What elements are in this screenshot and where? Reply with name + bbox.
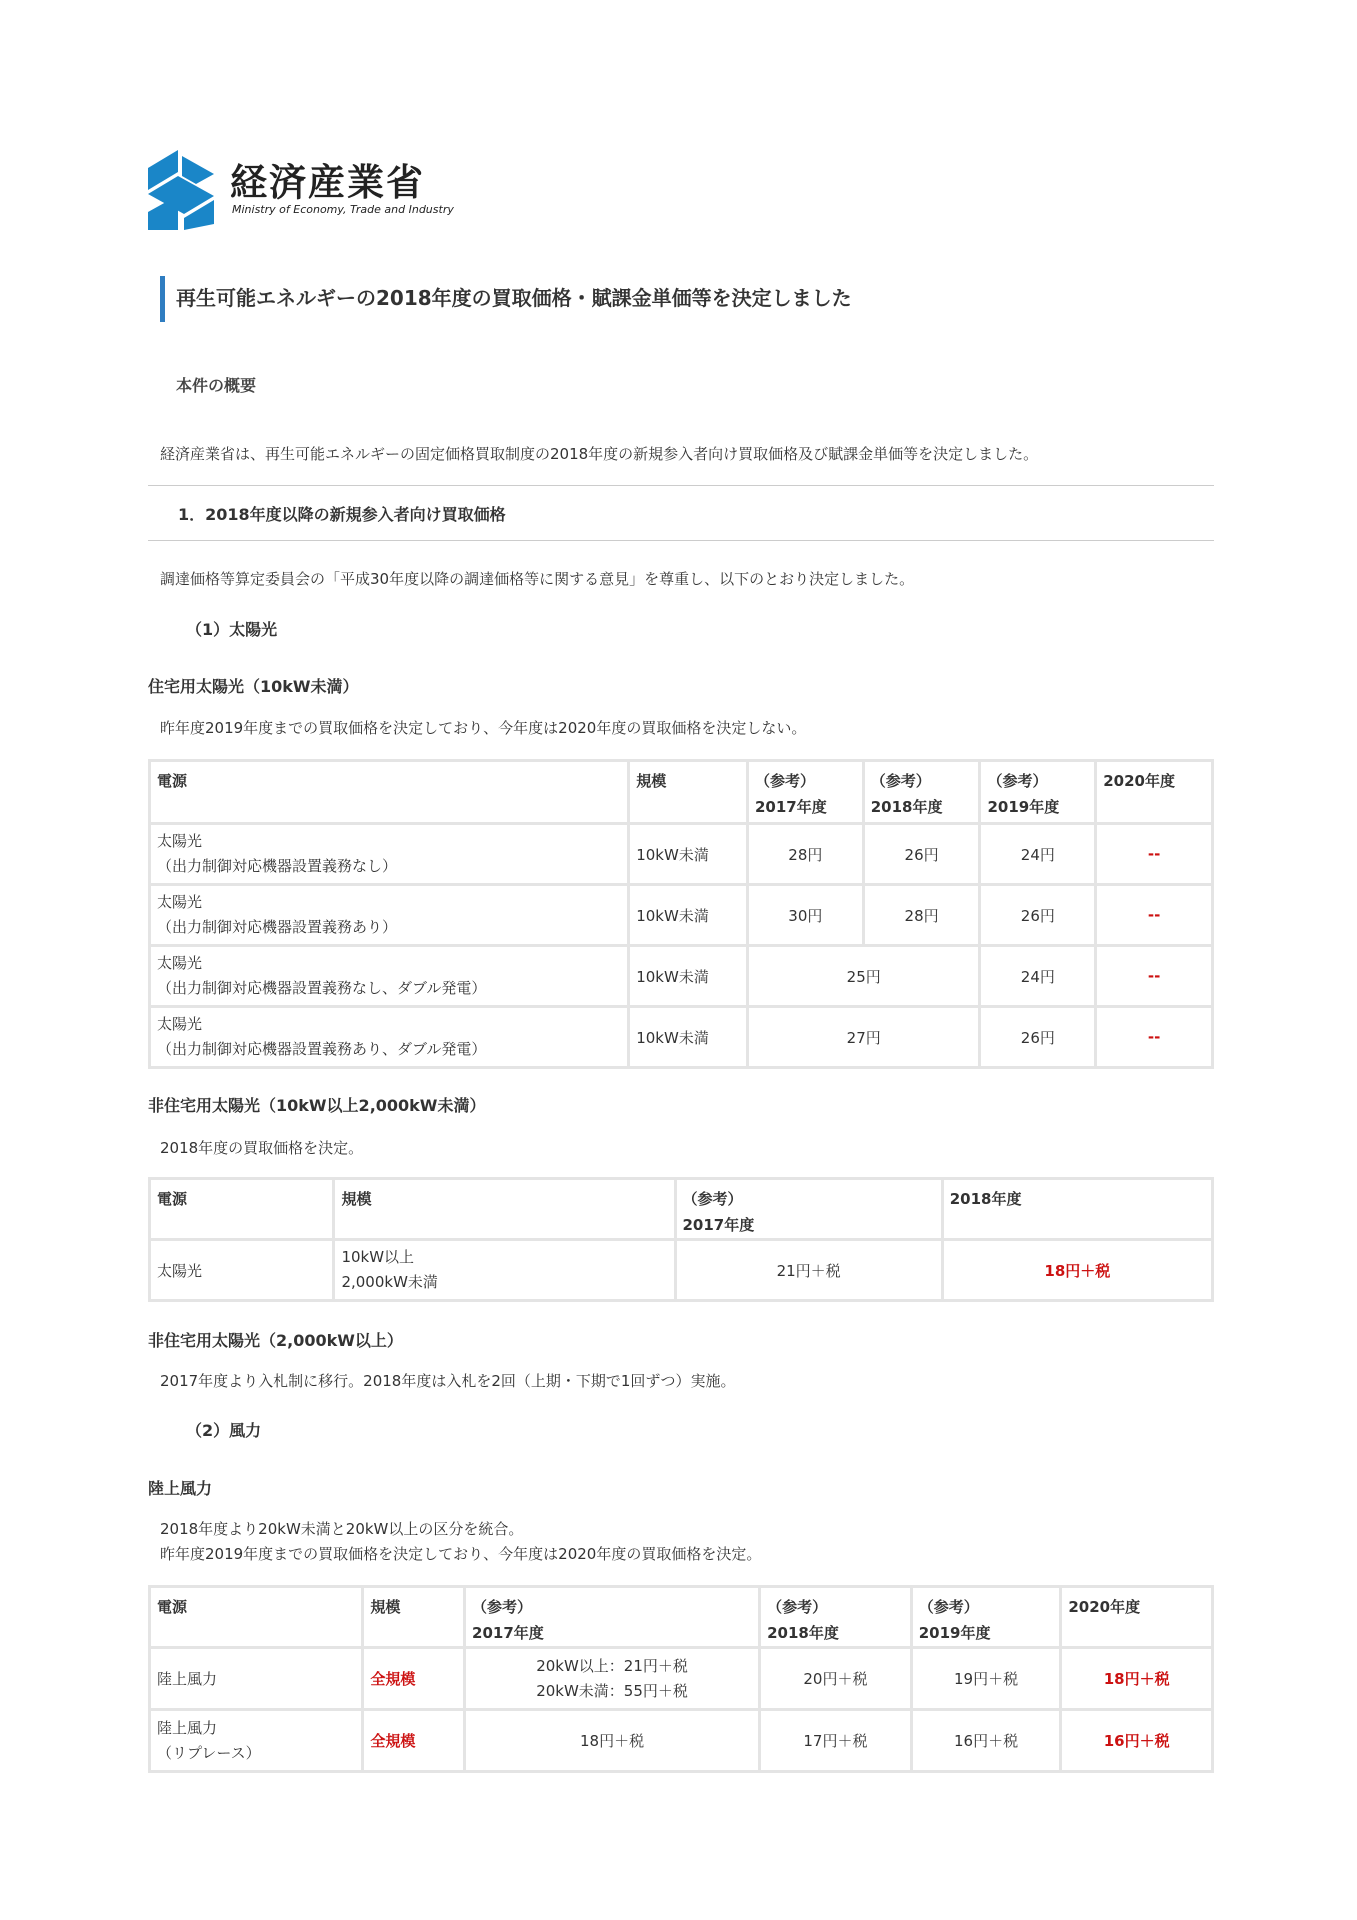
- price-2018: 20円＋税: [760, 1648, 912, 1710]
- header-2019: （参考） 2019年度: [980, 761, 1096, 824]
- price-2017-2018: 25円: [747, 946, 980, 1007]
- table-row: [150, 1710, 1213, 1772]
- table-row: [150, 1007, 1213, 1068]
- scale-cell: 全規模: [363, 1648, 465, 1710]
- source-cell: 太陽光: [150, 1240, 334, 1301]
- header-2018: （参考） 2018年度: [760, 1587, 912, 1648]
- header-2020: 2020年度: [1096, 761, 1213, 824]
- source-cell: 太陽光 （出力制御対応機器設置義務あり）: [150, 885, 629, 946]
- header-source: 電源: [150, 1587, 363, 1648]
- nonres-large-note: 2017年度より入札制に移行。2018年度は入札を2回（上期・下期で1回ずつ）実施。: [160, 1372, 736, 1390]
- table-row: [150, 1648, 1213, 1710]
- onshore-wind-table: [148, 1585, 1214, 1773]
- meti-logo-mark-icon: [148, 150, 218, 230]
- header-2020: 2020年度: [1061, 1587, 1213, 1648]
- scale-cell: 10kW未満: [629, 946, 748, 1007]
- title-accent-bar: [160, 276, 165, 322]
- price-2020: 18円＋税: [1061, 1648, 1213, 1710]
- solar-heading: （1）太陽光: [186, 620, 278, 639]
- onshore-wind-note-2: 昨年度2019年度までの買取価格を決定しており、今年度は2020年度の買取価格を決定。: [160, 1545, 762, 1563]
- scale-cell: 10kW以上 2,000kW未満: [334, 1240, 675, 1301]
- scale-cell: 全規模: [363, 1710, 465, 1772]
- price-2019: 24円: [980, 946, 1096, 1007]
- header-2017: （参考） 2017年度: [675, 1179, 942, 1240]
- onshore-wind-note-1: 2018年度より20kW未満と20kW以上の区分を統合。: [160, 1520, 524, 1538]
- nonres-small-heading: 非住宅用太陽光（10kW以上2,000kW未満）: [148, 1096, 486, 1115]
- source-cell: 陸上風力 （リプレース）: [150, 1710, 363, 1772]
- residential-table: [148, 759, 1214, 1069]
- wind-heading: （2）風力: [186, 1421, 262, 1440]
- header-scale: 規模: [334, 1179, 675, 1240]
- table-row: [150, 1240, 1213, 1301]
- residential-note: 昨年度2019年度までの買取価格を決定しており、今年度は2020年度の買取価格を決定しない。: [160, 719, 807, 737]
- price-2017: 18円＋税: [465, 1710, 760, 1772]
- price-2019: 24円: [980, 824, 1096, 885]
- header-scale: 規模: [363, 1587, 465, 1648]
- source-cell: 太陽光 （出力制御対応機器設置義務なし、ダブル発電）: [150, 946, 629, 1007]
- header-source: 電源: [150, 761, 629, 824]
- price-2018: 17円＋税: [760, 1710, 912, 1772]
- table-row: [150, 824, 1213, 885]
- nonres-small-note: 2018年度の買取価格を決定。: [160, 1139, 364, 1157]
- price-2020: --: [1096, 885, 1213, 946]
- divider: [148, 485, 1214, 486]
- price-2019: 26円: [980, 1007, 1096, 1068]
- nonres-small-table: [148, 1177, 1214, 1302]
- price-2020: --: [1096, 1007, 1213, 1068]
- header-source: 電源: [150, 1179, 334, 1240]
- price-2020: --: [1096, 946, 1213, 1007]
- divider: [148, 540, 1214, 541]
- scale-cell: 10kW未満: [629, 1007, 748, 1068]
- page-title: 再生可能エネルギーの2018年度の買取価格・賦課金単価等を決定しました: [176, 286, 852, 310]
- logo-name-ja: 経済産業省: [230, 161, 425, 204]
- price-2020: --: [1096, 824, 1213, 885]
- table-row: [150, 885, 1213, 946]
- source-cell: 太陽光 （出力制御対応機器設置義務なし）: [150, 824, 629, 885]
- header-2018: 2018年度: [942, 1179, 1212, 1240]
- header-scale: 規模: [629, 761, 748, 824]
- price-2017: 21円＋税: [675, 1240, 942, 1301]
- price-2018: 18円＋税: [942, 1240, 1212, 1301]
- header-2017: （参考） 2017年度: [465, 1587, 760, 1648]
- price-2019: 19円＋税: [911, 1648, 1061, 1710]
- table-header-row: [150, 761, 1213, 824]
- scale-cell: 10kW未満: [629, 824, 748, 885]
- source-cell: 太陽光 （出力制御対応機器設置義務あり、ダブル発電）: [150, 1007, 629, 1068]
- price-2017: 28円: [747, 824, 863, 885]
- header-2018: （参考） 2018年度: [863, 761, 980, 824]
- header-2019: （参考） 2019年度: [911, 1587, 1061, 1648]
- price-2017: 20kW以上：21円＋税 20kW未満：55円＋税: [465, 1648, 760, 1710]
- residential-heading: 住宅用太陽光（10kW未満）: [148, 677, 359, 696]
- overview-heading: 本件の概要: [176, 376, 257, 395]
- logo-name-en: Ministry of Economy, Trade and Industry: [232, 203, 454, 216]
- price-2018: 26円: [863, 824, 980, 885]
- table-row: [150, 946, 1213, 1007]
- source-cell: 陸上風力: [150, 1648, 363, 1710]
- nonres-large-heading: 非住宅用太陽光（2,000kW以上）: [148, 1331, 403, 1350]
- section-1-intro: 調達価格等算定委員会の「平成30年度以降の調達価格等に関する意見」を尊重し、以下のとおり決定しました。: [160, 570, 915, 588]
- price-2017-2018: 27円: [747, 1007, 980, 1068]
- header-2017: （参考） 2017年度: [747, 761, 863, 824]
- price-2020: 16円＋税: [1061, 1710, 1213, 1772]
- price-2017: 30円: [747, 885, 863, 946]
- section-1-heading: 1．2018年度以降の新規参入者向け買取価格: [178, 505, 506, 524]
- table-header-row: [150, 1587, 1213, 1648]
- overview-text: 経済産業省は、再生可能エネルギーの固定価格買取制度の2018年度の新規参入者向け買取価格及び賦課金単価等を決定しました。: [160, 445, 1039, 463]
- price-2019: 26円: [980, 885, 1096, 946]
- table-header-row: [150, 1179, 1213, 1240]
- price-2018: 28円: [863, 885, 980, 946]
- price-2019: 16円＋税: [911, 1710, 1061, 1772]
- scale-cell: 10kW未満: [629, 885, 748, 946]
- onshore-wind-heading: 陸上風力: [148, 1479, 213, 1498]
- meti-logo[interactable]: [148, 150, 468, 230]
